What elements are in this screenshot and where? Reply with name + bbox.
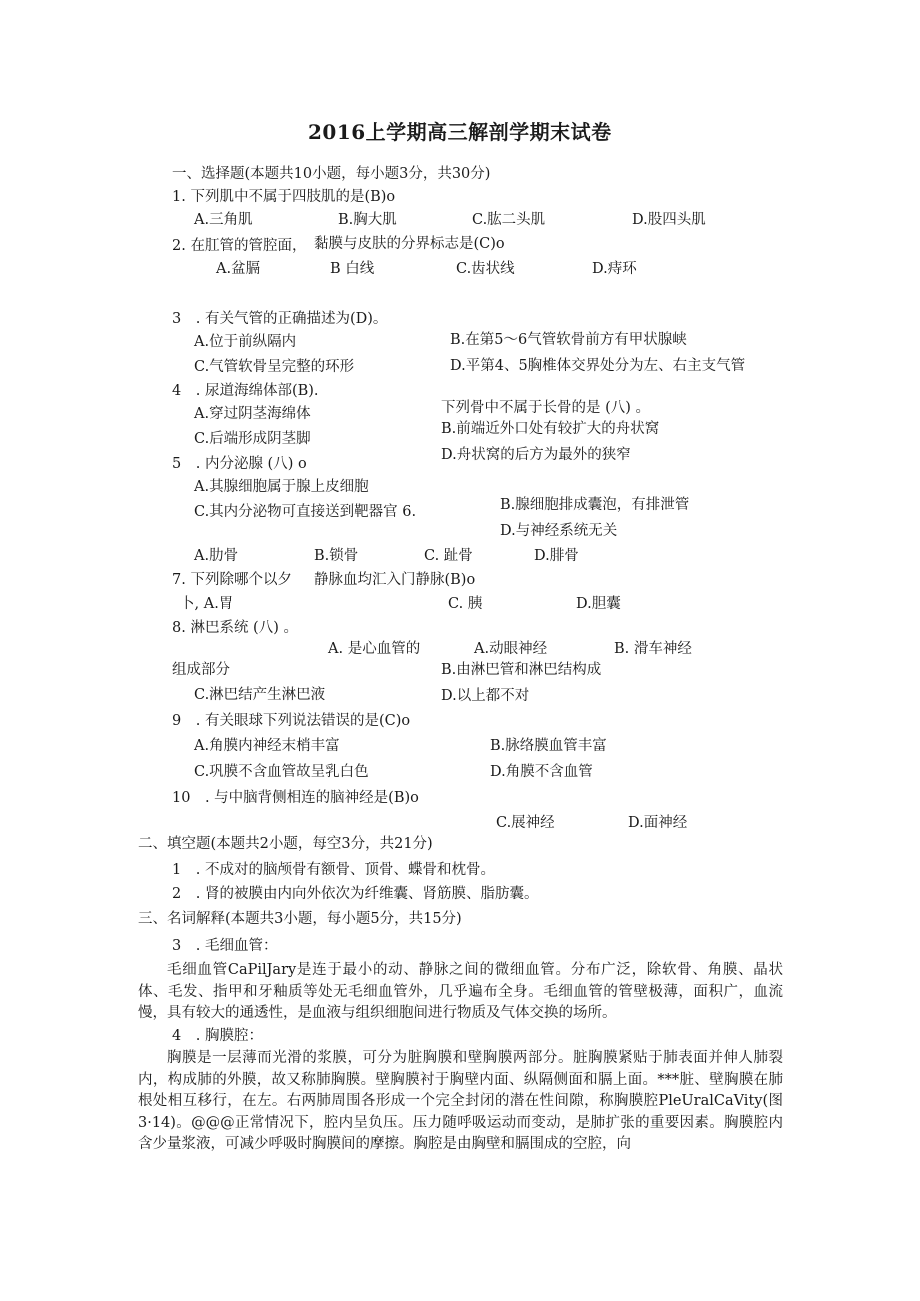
q8-option-a-cont: 组成部分 <box>172 662 230 678</box>
q3-option-c: C.气管软骨呈完整的环形 <box>194 359 355 375</box>
q8-option-c: C.淋巴结产生淋巴液 <box>194 687 326 703</box>
q4-option-a: A.穿过阴茎海绵体 <box>194 406 311 422</box>
term-3-title: 3 . 毛细血管： <box>172 938 278 954</box>
q6-option-c: C. 趾骨 <box>424 548 473 564</box>
q8-option-a: A. 是心血管的 <box>328 641 421 657</box>
q9-option-d: D.角膜不含血管 <box>490 764 593 780</box>
q4-option-d: D.舟状窝的后方为最外的狭窄 <box>441 447 631 463</box>
q2-stem: 2. 在肛管的管腔面， <box>172 238 307 254</box>
q5-option-d: D.与神经系统无关 <box>500 523 618 539</box>
q7-stem-cont: 静脉血均汇入门静脉(B)o <box>314 572 476 588</box>
section2-header: 二、填空题(本题共2小题，每空3分，共21分) <box>138 836 433 852</box>
fill-item-2: 2 . 肾的被膜由内向外依次为纤维囊、肾筋膜、脂肪囊。 <box>172 886 539 902</box>
q1-stem: 1. 下列肌中不属于四肢肌的是(B)o <box>172 189 396 205</box>
q6-option-a: A.肋骨 <box>194 548 239 564</box>
q3-option-b: B.在第5〜6气管软骨前方有甲状腺峡 <box>450 332 687 348</box>
q1-option-b: B.胸大肌 <box>338 212 397 228</box>
q5-stem: 5 . 内分泌腺 (八) o <box>172 456 307 472</box>
q7-option-d: D.胆囊 <box>576 596 621 612</box>
q2-option-c: C.齿状线 <box>456 261 515 277</box>
q9-option-c: C.巩膜不含血管故呈乳白色 <box>194 764 369 780</box>
q7-stem: 7. 下列除哪个以夕 <box>172 572 292 588</box>
q6-option-b: B.锁骨 <box>314 548 359 564</box>
term-4-definition: 胸膜是一层薄而光滑的浆膜，可分为脏胸膜和壁胸膜两部分。脏胸膜紧贴于肺表面并伸人肺裂内，构成肺的外膜，故又称肺胸膜。壁胸膜衬于胸壁内面、纵隔侧面和膈上面。***脏、壁胸膜在肺根处相互移行，在左。右两肺周围各形成一个完全封闭的潜在性间隙，称胸膜腔PleUralCaVity(图3·14)。@@@正常情况下，腔内呈负压。压力随呼吸运动而变动，是肺扩张的重要因素。胸膜腔内含少量浆液，可减少呼吸时胸膜间的摩擦。胸腔是由胸壁和膈围成的空腔，向 <box>138 1050 783 1152</box>
q1-option-d: D.股四头肌 <box>632 212 706 228</box>
page-title: 2016上学期高三解剖学期末试卷 <box>308 120 612 144</box>
q3-option-a: A.位于前纵隔内 <box>194 334 297 350</box>
q2-option-d: D.痔环 <box>592 261 637 277</box>
q2-option-b: B 白线 <box>330 261 375 277</box>
q9-stem: 9 . 有关眼球下列说法错误的是(C)o <box>172 713 411 729</box>
q10-stem: 10 . 与中脑背侧相连的脑神经是(B)o <box>172 790 419 806</box>
q6-option-d: D.腓骨 <box>534 548 579 564</box>
q10-option-c: C.展神经 <box>496 815 555 831</box>
q8-stem: 8. 淋巴系统 (八) 。 <box>172 620 298 636</box>
q1-option-c: C.肱二头肌 <box>472 212 546 228</box>
q2-option-a: A.盆膈 <box>216 261 261 277</box>
q5-option-c: C.其内分泌物可直接送到靶器官 6. <box>194 504 417 520</box>
section1-header: 一、选择题(本题共10小题，每小题3分，共30分) <box>172 166 491 182</box>
q10-option-b: B. 滑车神经 <box>614 641 692 657</box>
q8-option-d: D.以上都不对 <box>441 688 530 704</box>
fill-item-1: 1 . 不成对的脑颅骨有额骨、顶骨、蝶骨和枕骨。 <box>172 862 495 878</box>
q7-option-c: C. 胰 <box>448 596 483 612</box>
q2-stem-cont: 黏膜与皮肤的分界标志是(C)o <box>314 236 505 252</box>
q5-option-b: B.腺细胞排成囊泡，有排泄管 <box>500 497 690 513</box>
section3-header: 三、名词解释(本题共3小题，每小题5分，共15分) <box>138 911 462 927</box>
q4-option-c: C.后端形成阴茎脚 <box>194 431 311 447</box>
q6-stem: 下列骨中不属于长骨的是 (八) 。 <box>441 400 651 416</box>
q7-option-a: 卜, A.胃 <box>180 596 234 612</box>
q10-option-d: D.面神经 <box>628 815 688 831</box>
q4-stem: 4 . 尿道海绵体部(B). <box>172 383 319 399</box>
q10-option-a: A.动眼神经 <box>474 641 548 657</box>
q9-option-b: B.脉络膜血管丰富 <box>490 738 607 754</box>
q3-option-d: D.平第4、5胸椎体交界处分为左、右主支气管 <box>450 358 746 374</box>
q1-option-a: A.三角肌 <box>194 212 253 228</box>
term-4-title: 4 . 胸膜腔： <box>172 1028 263 1044</box>
q4-option-b: B.前端近外口处有较扩大的舟状窝 <box>441 421 660 437</box>
q3-stem: 3 . 有关气管的正确描述为(D)。 <box>172 311 388 327</box>
term-3-definition: 毛细血管CaPilJary是连于最小的动、静脉之间的微细血管。分布广泛，除软骨、角膜、晶状体、毛发、指甲和牙釉质等处无毛细血管外，几乎遍布全身。毛细血管的管壁极薄，面积广，血流慢，具有较大的通透性，是血液与组织细胞间进行物质及气体交换的场所。 <box>138 962 783 1021</box>
q8-option-b: B.由淋巴管和淋巴结构成 <box>441 662 602 678</box>
q5-option-a: A.其腺细胞属于腺上皮细胞 <box>194 479 369 495</box>
q9-option-a: A.角膜内神经末梢丰富 <box>194 738 340 754</box>
